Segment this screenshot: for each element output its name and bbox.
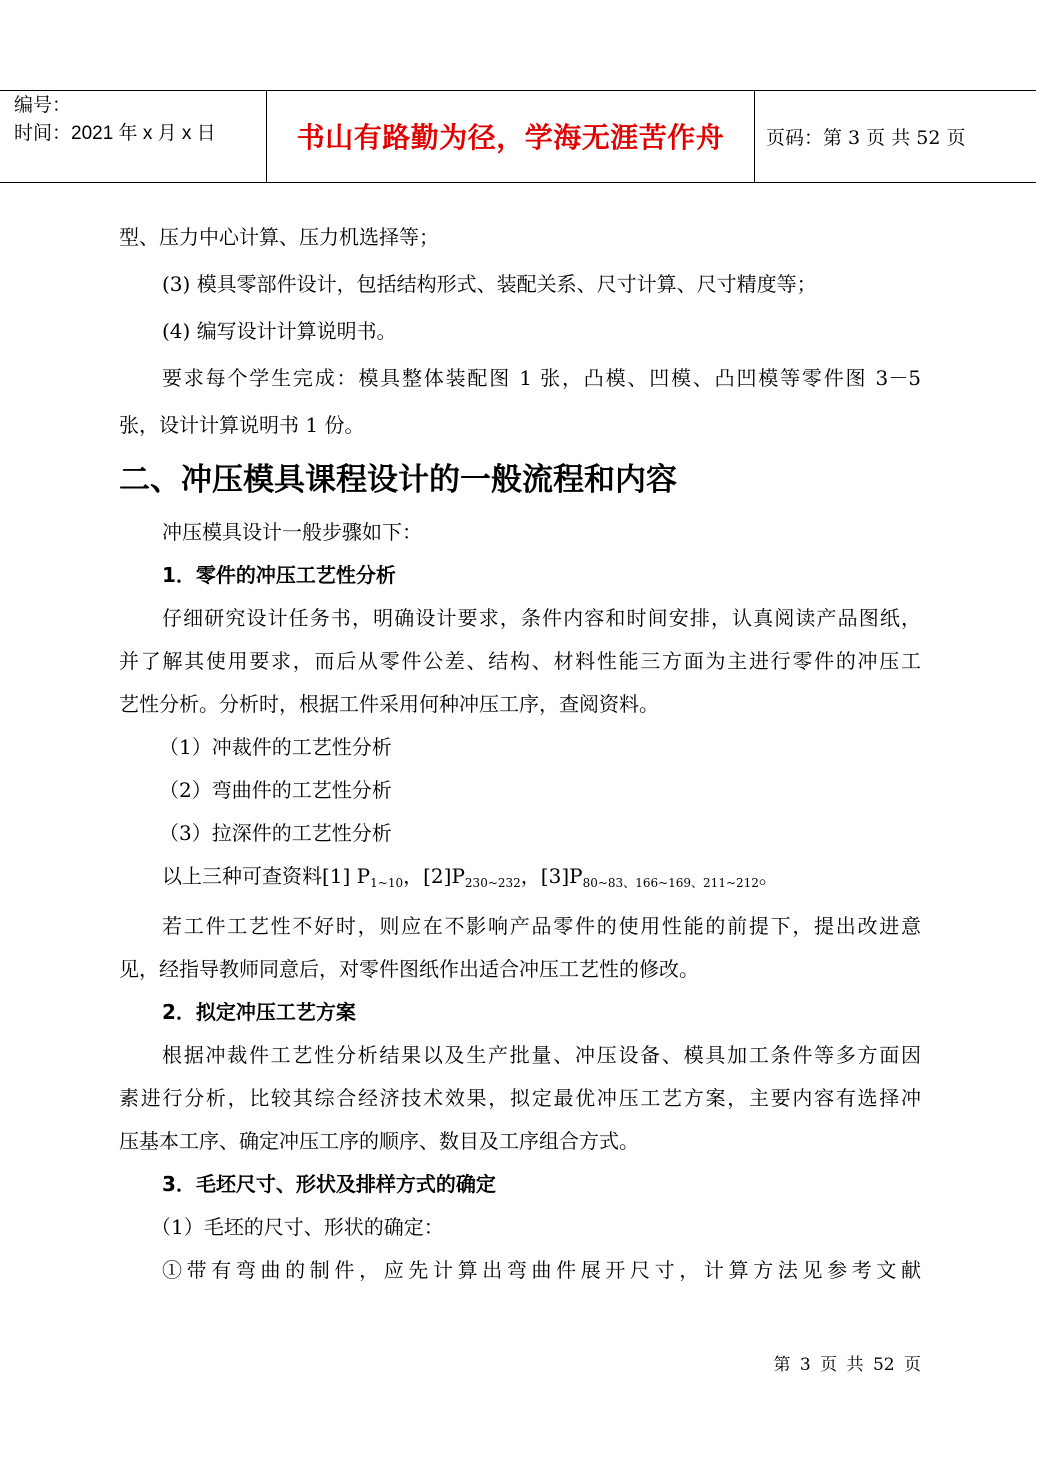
reference-text: 以上三种可查资料[1] P (162, 864, 371, 888)
subsection-heading: 3．毛坯尺寸、形状及排样方式的确定 (162, 1172, 496, 1196)
list-item: （2）弯曲件的工艺性分析 (159, 778, 392, 802)
body-line: 张，设计计算说明书 1 份。 (119, 413, 365, 437)
list-item: （3）拉深件的工艺性分析 (159, 821, 392, 845)
reference-text: 。 (758, 864, 779, 888)
page-footer: 第 3 页 共 52 页 (773, 1355, 921, 1375)
body-line: 要求每个学生完成：模具整体装配图 1 张，凸模、凹模、凸凹模等零件图 3－5 (162, 366, 921, 390)
section-heading: 二、冲压模具课程设计的一般流程和内容 (119, 462, 677, 498)
body-line: 并了解其使用要求，而后从零件公差、结构、材料性能三方面为主进行零件的冲压工 (119, 649, 921, 673)
header-bottom-rule (0, 182, 1036, 183)
header-divider-right (754, 90, 755, 182)
body-line: 压基本工序、确定冲压工序的顺序、数目及工序组合方式。 (119, 1129, 639, 1153)
body-line: ①带有弯曲的制件，应先计算出弯曲件展开尺寸，计算方法见参考文献 (162, 1258, 921, 1282)
reference-line (119, 855, 921, 905)
body-line: 艺性分析。分析时，根据工件采用何种冲压工序，查阅资料。 (119, 692, 659, 716)
document-time-label: 时间：2021 年 x 月 x 日 (14, 123, 216, 144)
header-page-info: 页码：第 3 页 共 52 页 (766, 126, 966, 149)
body-line: 根据冲裁件工艺性分析结果以及生产批量、冲压设备、模具加工条件等多方面因 (162, 1043, 921, 1067)
reference-subscript: 230~232 (464, 876, 521, 890)
list-item: (3) 模具零部件设计，包括结构形式、装配关系、尺寸计算、尺寸精度等； (162, 272, 817, 296)
subsection-heading: 1．零件的冲压工艺性分析 (162, 563, 396, 587)
list-item: （1）毛坯的尺寸、形状的确定： (151, 1215, 444, 1239)
document-body (119, 214, 921, 1292)
header-motto-cell (267, 90, 754, 182)
body-line: 若工件工艺性不好时，则应在不影响产品零件的使用性能的前提下，提出改进意 (162, 914, 921, 938)
body-line: 素进行分析，比较其综合经济技术效果，拟定最优冲压工艺方案，主要内容有选择冲 (119, 1086, 921, 1110)
body-line: 仔细研究设计任务书，明确设计要求，条件内容和时间安排，认真阅读产品图纸， (162, 606, 921, 630)
reference-text: ，[2]P (403, 864, 465, 888)
document-number-label: 编号： (14, 95, 72, 116)
header-meta (14, 92, 216, 148)
list-item: (4) 编写设计计算说明书。 (162, 319, 397, 343)
reference-subscript: 80~83、166~169、211~212 (582, 876, 759, 890)
reference-subscript: 1~10 (370, 876, 404, 890)
body-line: 型、压力中心计算、压力机选择等； (119, 225, 439, 249)
subsection-heading: 2．拟定冲压工艺方案 (162, 1000, 356, 1024)
body-line: 见，经指导教师同意后，对零件图纸作出适合冲压工艺性的修改。 (119, 957, 699, 981)
header-motto: 书山有路勤为径，学海无涯苦作舟 (296, 121, 725, 154)
reference-text: ，[3]P (520, 864, 583, 888)
list-item: （1）冲裁件的工艺性分析 (159, 735, 392, 759)
body-line: 冲压模具设计一般步骤如下： (162, 520, 422, 544)
